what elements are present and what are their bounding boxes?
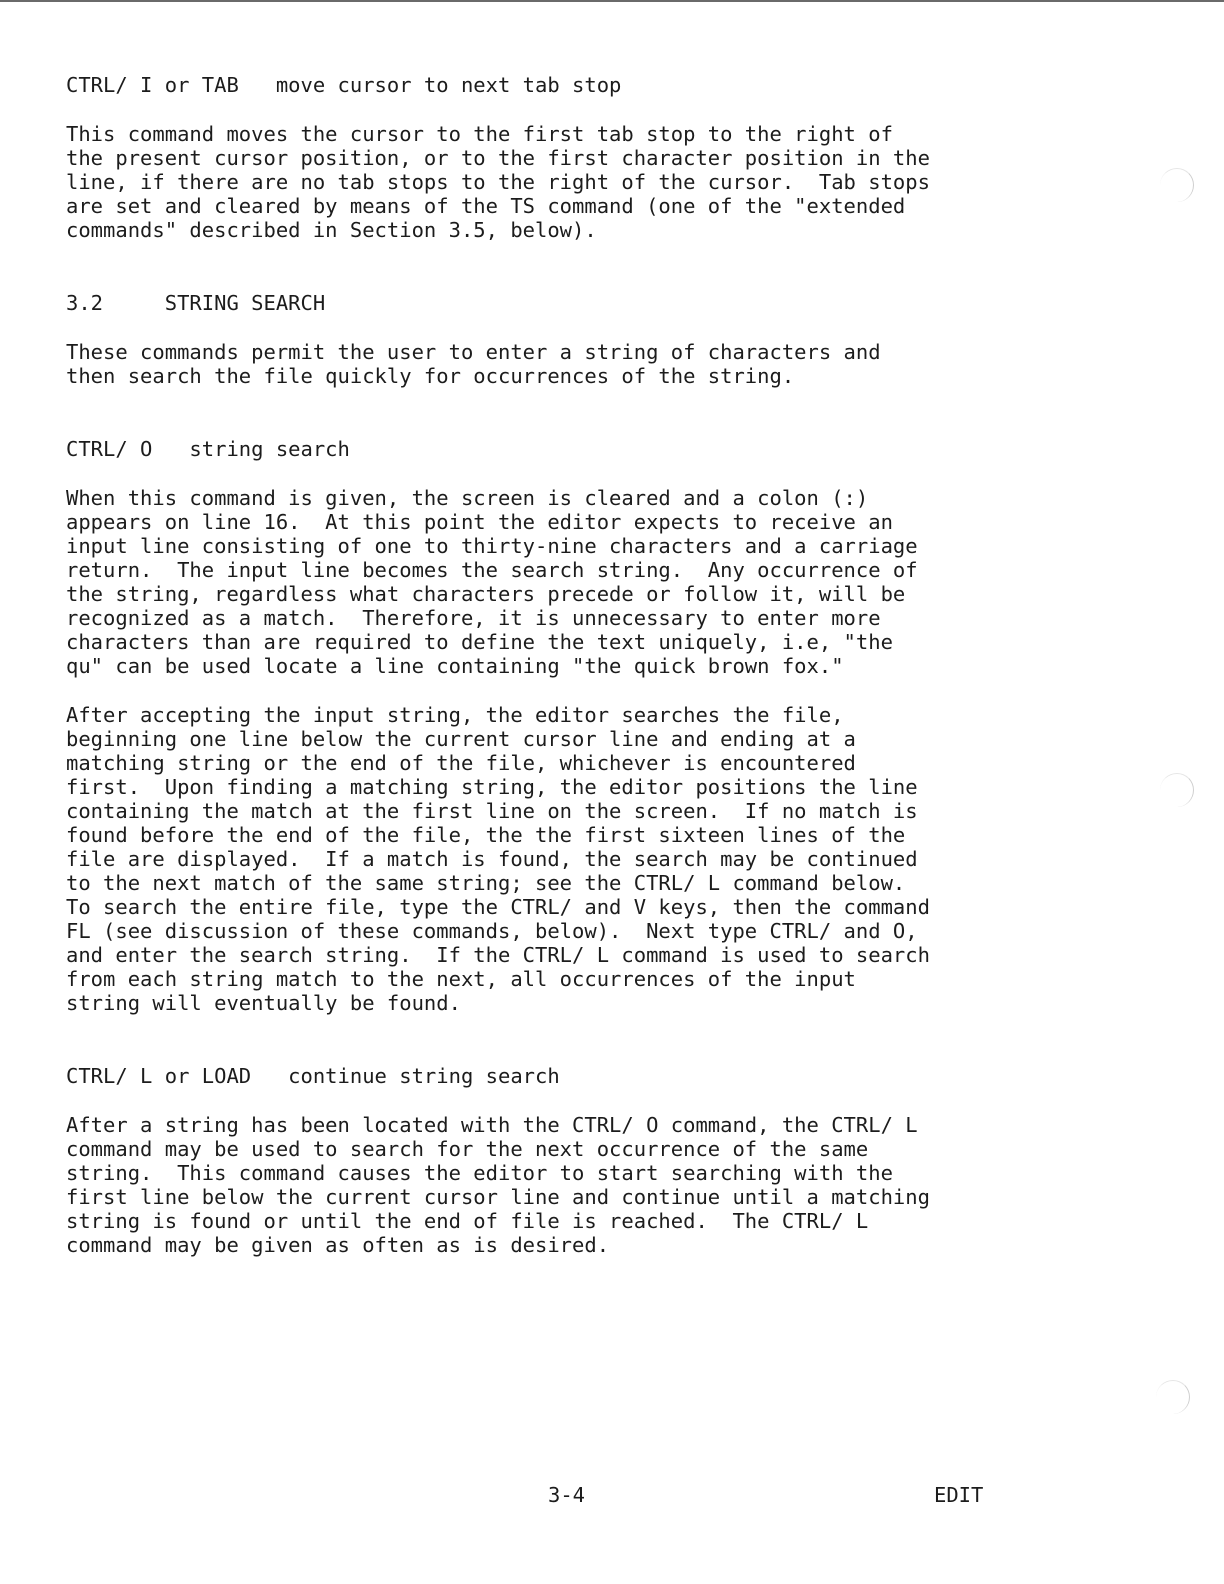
ctrl-l-paragraph: After a string has been located with the CTRL/ O command, the CTRL/ L command may be used to search for the next occurrence of the same string. This command causes the editor to start searching with the first line below the current cursor line and continue until a matching string is found or until the end of file is reached. The CTRL/ L command may be given as often as is desired. (66, 1113, 930, 1257)
ctrl-i-tab-heading: CTRL/ I or TAB move cursor to next tab stop (66, 73, 622, 97)
section-heading-string-search: 3.2 STRING SEARCH (66, 291, 326, 315)
document-page (66, 73, 1086, 1257)
document-name: EDIT (934, 1483, 984, 1507)
spacer (66, 1015, 1086, 1064)
ctrl-i-tab-paragraph: This command moves the cursor to the first tab stop to the right of the present cursor position, or to the first character position in the line, if there are no tab stops to the right of the cursor. Tab stops are set and cleared by means of the TS command (one of the "extended commands" described in Section 3.5, below). (66, 122, 930, 242)
punch-hole-mark (1156, 1380, 1190, 1414)
ctrl-o-paragraph-1: When this command is given, the screen is cleared and a colon (:) appears on line 16. At this point the editor expects to receive an input line consisting of one to thirty-nine characters and a carriage return. The input line becomes the search string. Any occurrence of the string, regardless what characters precede or follow it, will be recognized as a match. Therefore, it is unnecessary to enter more characters than are required to define the text uniquely, i.e, "the qu" can be used locate a line containing "the quick brown fox." (66, 486, 918, 678)
punch-hole-mark (1160, 773, 1194, 807)
ctrl-o-paragraph-2: After accepting the input string, the editor searches the file, beginning one line below the current cursor line and ending at a matching string or the end of the file, whichever is encountered first. Upon finding a matching string, the editor positions the line containing the match at the first line on the screen. If no match is found before the end of the file, the the first sixteen lines of the file are displayed. If a match is found, the search may be continued to the next match of the same string; see the CTRL/ L command below. To search the entire file, type the CTRL/ and V keys, then the command FL (see discussion of these commands, below). Next type CTRL/ and O, and enter the search string. If the CTRL/ L command is used to search from each string match to the next, all occurrences of the input string will eventually be found. (66, 703, 930, 1015)
spacer (66, 388, 1086, 437)
spacer (66, 315, 1086, 340)
string-search-intro-paragraph: These commands permit the user to enter a string of characters and then search the file quickly for occurrences of the string. (66, 340, 881, 388)
ctrl-o-heading: CTRL/ O string search (66, 437, 350, 461)
spacer (66, 678, 1086, 703)
spacer (66, 97, 1086, 122)
top-border (0, 0, 1224, 2)
ctrl-l-heading: CTRL/ L or LOAD continue string search (66, 1064, 560, 1088)
punch-hole-mark (1160, 168, 1194, 202)
spacer (66, 461, 1086, 486)
page-number: 3-4 (548, 1483, 586, 1507)
spacer (66, 1088, 1086, 1113)
spacer (66, 242, 1086, 291)
